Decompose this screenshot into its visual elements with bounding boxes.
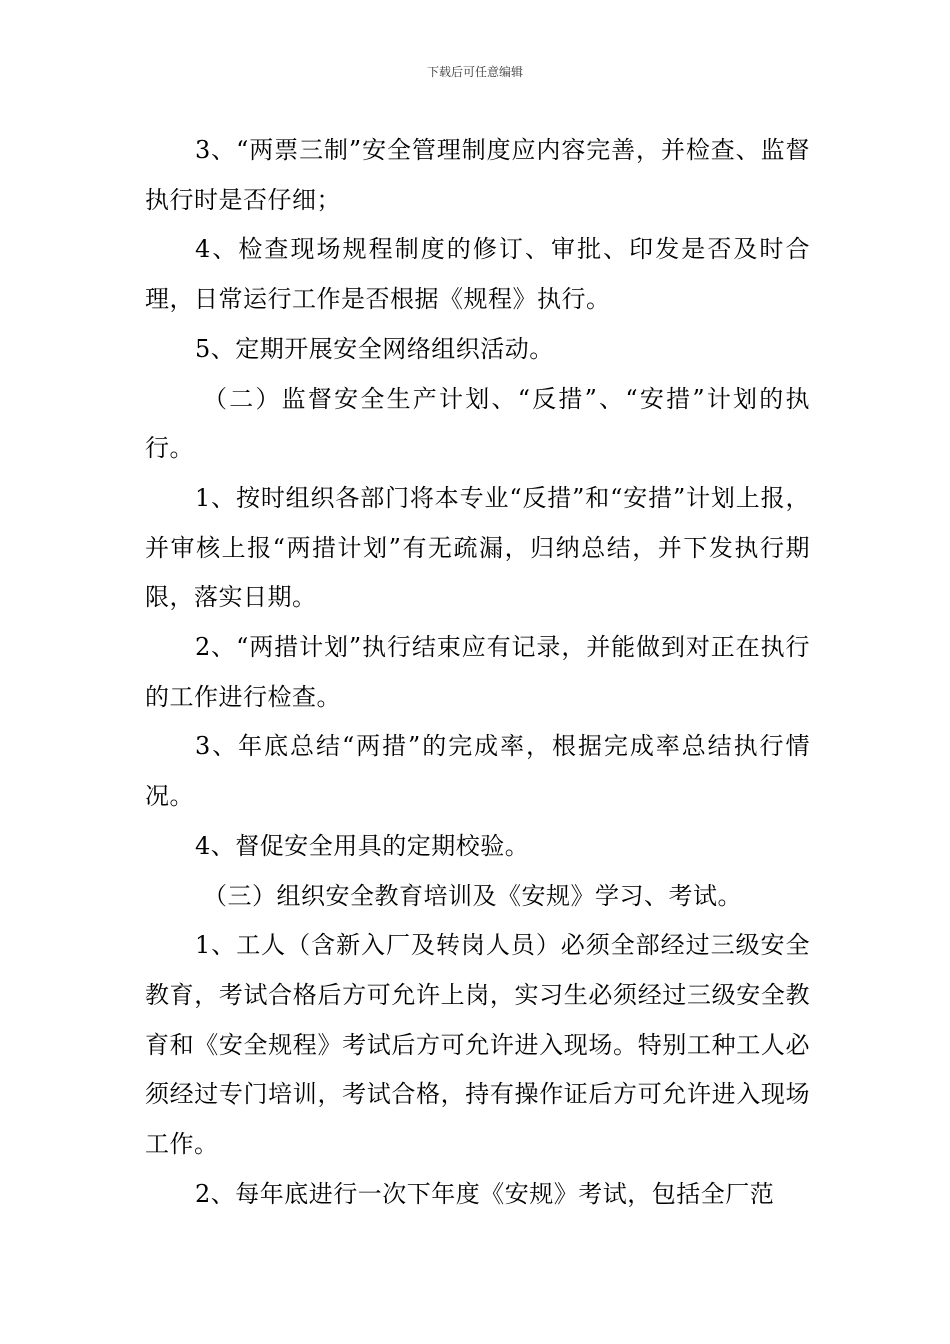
paragraph-item-1-safety-education: 1、工人（含新入厂及转岗人员）必须全部经过三级安全教育，考试合格后方可允许上岗，实习生必须经过三级安全教育和《安全规程》考试后方可允许进入现场。特别工种工人必须经过专门培训，考试合格，持有操作证后方可允许进入现场工作。: [145, 931, 810, 1159]
paragraph-item-4-regulations: 4、检查现场规程制度的修订、审批、印发是否及时合理，日常运行工作是否根据《规程》执行。: [145, 235, 810, 314]
paragraph-item-5-network-activity: 5、定期开展安全网络组织活动。: [195, 334, 554, 363]
paragraph-item-1-plans-report: 1、按时组织各部门将本专业“反措”和“安措”计划上报，并审核上报“两措计划”有无疏漏，归纳总结，并下发执行期限，落实日期。: [145, 483, 810, 612]
section-heading-2: （二）监督安全生产计划、“反措”、“安措”计划的执行。: [145, 384, 810, 463]
paragraph-item-3-two-tickets: 3、“两票三制”安全管理制度应内容完善，并检查、监督执行时是否仔细；: [145, 136, 810, 214]
document-body: [145, 126, 810, 1219]
section-heading-3: （三）组织安全教育培训及《安规》学习、考试。: [203, 881, 742, 910]
paragraph-item-3-completion-rate: 3、年底总结“两措”的完成率，根据完成率总结执行情况。: [145, 732, 810, 811]
paragraph-item-4-tool-calibration: 4、督促安全用具的定期校验。: [195, 831, 530, 860]
page-header: 下载后可任意编辑: [426, 65, 523, 79]
paragraph-item-2-plans-record: 2、“两措计划”执行结束应有记录，并能做到对正在执行的工作进行检查。: [145, 633, 810, 711]
paragraph-item-2-annual-exam: 2、每年底进行一次下年度《安规》考试，包括全厂范: [195, 1179, 775, 1208]
